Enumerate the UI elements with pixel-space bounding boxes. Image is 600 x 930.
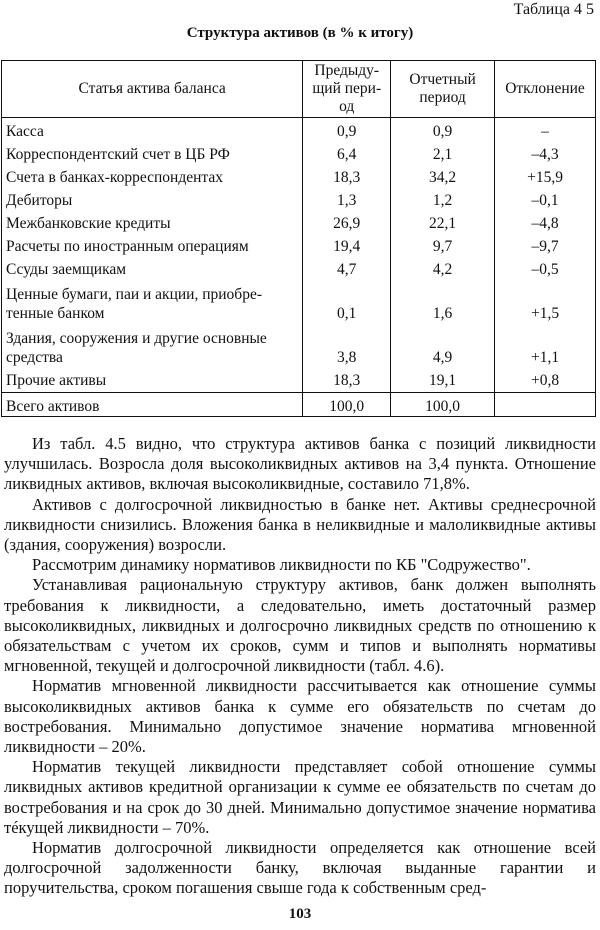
row-reporting-value: 0,9: [391, 118, 495, 142]
row-item-name: Расчеты по иностранным операциям: [2, 233, 303, 256]
header-previous-line-3: од: [339, 98, 355, 115]
row-item-name: Касса: [2, 118, 303, 142]
row-previous-value: 3,8: [303, 323, 391, 367]
table-number-label: Таблица 4 5: [513, 1, 594, 18]
row-reporting-value: 9,7: [391, 233, 495, 256]
table-row: [2, 118, 596, 142]
row-deviation-value: –: [495, 118, 596, 142]
assets-structure-table: [1, 60, 596, 417]
row-previous-value: 0,9: [303, 118, 391, 142]
row-previous-value: 18,3: [303, 164, 391, 187]
row-reporting-value: 4,9: [391, 323, 495, 367]
row-deviation-value: –0,1: [495, 187, 596, 210]
row-reporting-value: 4,2: [391, 256, 495, 279]
row-deviation-value: +1,1: [495, 323, 596, 367]
row-reporting-value: 2,1: [391, 141, 495, 164]
row-reporting-value: 22,1: [391, 210, 495, 233]
total-reporting-value: 100,0: [391, 393, 495, 417]
header-previous-period: [303, 61, 391, 118]
paragraph: Норматив текущей ликвидности представляет собой отношение суммы ликвидных активов кредитной организации к сумме ее обязательств по счетам до востребования и на срок до 30 дней. Минимально допустимое значение норматива тéкущей ликвидности – 70%.: [4, 757, 596, 837]
row-item-name: Счета в банках-корреспондентах: [2, 164, 303, 187]
row-item-name: [2, 279, 303, 323]
row-previous-value: 18,3: [303, 367, 391, 393]
table-title: Структура активов (в % к итогу): [186, 25, 414, 41]
row-reporting-value: 34,2: [391, 164, 495, 187]
table-row: [2, 187, 596, 210]
row-item-name: [2, 323, 303, 367]
table-row: [2, 323, 596, 367]
paragraph: Из табл. 4.5 видно, что структура активов банка с позиций ликвидности улучшилась. Возросла доля высоколиквидных активов на 3,4 пункта. Отношение ликвидных активов, включая высоколиквидные, составило 71,8%.: [4, 434, 596, 494]
row-previous-value: 26,9: [303, 210, 391, 233]
page-number: 103: [288, 906, 312, 922]
table-row: [2, 210, 596, 233]
header-reporting-period: [391, 61, 495, 118]
header-item: Статья актива баланса: [2, 61, 303, 118]
row-item-name: Корреспондентский счет в ЦБ РФ: [2, 141, 303, 164]
body-text: [4, 434, 596, 899]
paragraph: Активов с долгосрочной ликвидностью в банке нет. Активы среднесрочной ликвидности снизились. Вложения банка в неликвидные и малоликвидные активы (здания, сооружения) возросли.: [4, 494, 596, 555]
row-item-name: Дебиторы: [2, 187, 303, 210]
row-reporting-value: 19,1: [391, 367, 495, 393]
header-reporting-line-2: период: [419, 89, 466, 106]
row-item-name-line-1: Здания, сооружения и другие основные: [6, 330, 267, 347]
header-previous-line-2: щий пери-: [312, 80, 382, 97]
row-reporting-value: 1,2: [391, 187, 495, 210]
row-item-name-line-1: Ценные бумаги, паи и акции, приобре-: [6, 286, 262, 303]
header-reporting-line-1: Отчетный: [409, 71, 476, 88]
row-item-name-line-2: тенные банком: [6, 305, 105, 322]
paragraph: Рассмотрим динамику нормативов ликвидности по КБ "Содружество".: [32, 555, 531, 575]
row-item-name-line-2: средства: [6, 349, 63, 366]
row-previous-value: 19,4: [303, 233, 391, 256]
paragraph: Устанавливая рациональную структуру активов, банк должен выполнять требования к ликвидности, а следовательно, иметь достаточный размер высоколиквидных, ликвидных и долгосрочно ликвидных средств по отношению к обязательствам с учетом их сроков, сумм и типов и выполнять нормативы мгновенной, текущей и долгосрочной ликвидности (табл. 4.6).: [4, 575, 596, 676]
table-total-row: [2, 393, 596, 417]
row-previous-value: 4,7: [303, 256, 391, 279]
row-item-name: Межбанковские кредиты: [2, 210, 303, 233]
row-deviation-value: –9,7: [495, 233, 596, 256]
row-deviation-value: +1,5: [495, 279, 596, 323]
table-row: [2, 233, 596, 256]
header-previous-line-1: Предыду-: [314, 62, 380, 79]
row-previous-value: 0,1: [303, 279, 391, 323]
total-deviation-value: [495, 393, 596, 417]
table-row: [2, 279, 596, 323]
paragraph: Норматив долгосрочной ликвидности определяется как отношение всей долгосрочной задолженности банку, включая выданные гарантии и поручительства, сроком погашения свыше года к собственным сред-: [4, 838, 596, 898]
table-row: [2, 367, 596, 393]
table-row: [2, 256, 596, 279]
row-reporting-value: 1,6: [391, 279, 495, 323]
row-deviation-value: +15,9: [495, 164, 596, 187]
table-row: [2, 141, 596, 164]
row-deviation-value: –0,5: [495, 256, 596, 279]
total-item-name: Всего активов: [2, 393, 303, 417]
row-previous-value: 1,3: [303, 187, 391, 210]
table-header-row: [2, 61, 596, 118]
row-deviation-value: –4,8: [495, 210, 596, 233]
row-previous-value: 6,4: [303, 141, 391, 164]
row-item-name: Ссуды заемщикам: [2, 256, 303, 279]
paragraph: Норматив мгновенной ликвидности рассчитывается как отношение суммы высоколиквидных активов банка к сумме его обязательств по счетам до востребования. Минимально допустимое значение норматива мгновенной ликвидности – 20%.: [4, 676, 596, 757]
table-row: [2, 164, 596, 187]
row-deviation-value: +0,8: [495, 367, 596, 393]
total-previous-value: 100,0: [303, 393, 391, 417]
row-deviation-value: –4,3: [495, 141, 596, 164]
header-deviation: Отклонение: [495, 61, 596, 118]
row-item-name: Прочие активы: [2, 367, 303, 393]
